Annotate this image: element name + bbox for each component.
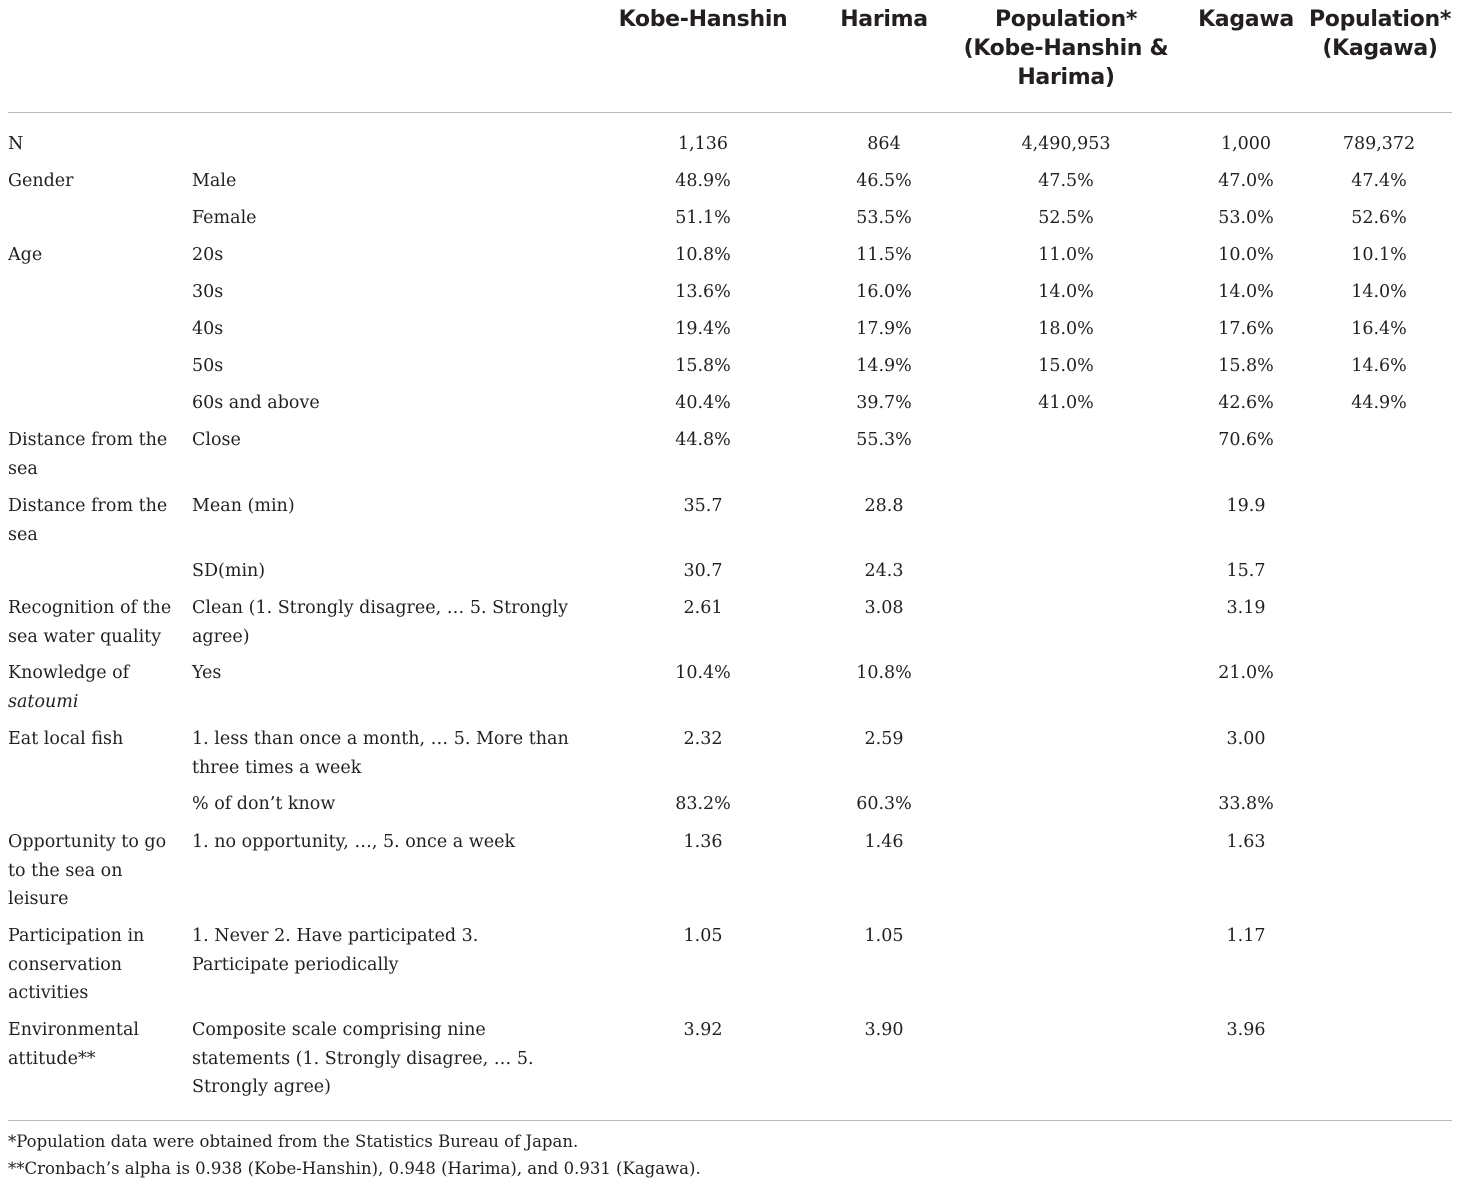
cell-kobe-hanshin: 44.8% bbox=[675, 430, 731, 450]
row-sublabel: 50s bbox=[192, 356, 224, 376]
header-kagawa: Kagawa bbox=[1198, 7, 1294, 32]
row-sublabel: 40s bbox=[192, 319, 224, 339]
row-sublabel: 1. Never 2. Have participated 3. Participate periodically bbox=[192, 926, 479, 975]
cell-kagawa: 53.0% bbox=[1218, 208, 1274, 228]
cell-population-kagawa: 14.0% bbox=[1351, 282, 1407, 302]
row-label: Participation in conservation activities bbox=[8, 926, 145, 1003]
row-label: Opportunity to go to the sea on leisure bbox=[8, 832, 167, 909]
cell-harima: 39.7% bbox=[856, 393, 912, 413]
cell-harima: 53.5% bbox=[856, 208, 912, 228]
row-label: N bbox=[8, 134, 24, 154]
cell-harima: 17.9% bbox=[856, 319, 912, 339]
cell-kagawa: 19.9 bbox=[1226, 496, 1266, 516]
cell-kagawa: 70.6% bbox=[1218, 430, 1274, 450]
cell-kagawa: 42.6% bbox=[1218, 393, 1274, 413]
cell-harima: 3.90 bbox=[864, 1020, 904, 1040]
cell-population-kagawa: 789,372 bbox=[1342, 134, 1416, 154]
cell-population-kagawa: 44.9% bbox=[1351, 393, 1407, 413]
cell-kobe-hanshin: 40.4% bbox=[675, 393, 731, 413]
cell-kobe-hanshin: 48.9% bbox=[675, 171, 731, 191]
cell-kobe-hanshin: 30.7 bbox=[683, 561, 723, 581]
cell-population-kobe-harima: 14.0% bbox=[1038, 282, 1094, 302]
row-sublabel: % of don’t know bbox=[192, 794, 336, 814]
cell-population-kobe-harima: 52.5% bbox=[1038, 208, 1094, 228]
cell-harima: 3.08 bbox=[864, 598, 904, 618]
header-population-kobe-harima: Population* (Kobe-Hanshin & Harima) bbox=[963, 7, 1169, 90]
cell-kobe-hanshin: 51.1% bbox=[675, 208, 731, 228]
cell-kobe-hanshin: 35.7 bbox=[683, 496, 723, 516]
cell-kobe-hanshin: 10.4% bbox=[675, 663, 731, 683]
row-sublabel: Composite scale comprising nine statements (1. Strongly disagree, … 5. Strongly agree) bbox=[192, 1020, 534, 1097]
row-label-italic: satoumi bbox=[8, 691, 79, 712]
cell-population-kagawa: 14.6% bbox=[1351, 356, 1407, 376]
cell-kobe-hanshin: 1,136 bbox=[677, 134, 729, 154]
row-sublabel: Close bbox=[192, 430, 241, 450]
row-label: Environmental attitude** bbox=[8, 1020, 139, 1069]
row-sublabel: Female bbox=[192, 208, 257, 228]
row-sublabel: Male bbox=[192, 171, 237, 191]
cell-kagawa: 1.17 bbox=[1226, 926, 1266, 946]
cell-harima: 46.5% bbox=[856, 171, 912, 191]
footnote-cronbach: **Cronbach’s alpha is 0.938 (Kobe-Hanshin), 0.948 (Harima), and 0.931 (Kagawa). bbox=[8, 1159, 701, 1178]
row-sublabel: 1. less than once a month, … 5. More than three times a week bbox=[192, 729, 569, 778]
cell-population-kobe-harima: 4,490,953 bbox=[1021, 134, 1111, 154]
footer-divider bbox=[8, 1120, 1452, 1121]
cell-harima: 11.5% bbox=[856, 245, 912, 265]
cell-kagawa: 33.8% bbox=[1218, 794, 1274, 814]
row-sublabel: 1. no opportunity, …, 5. once a week bbox=[192, 832, 516, 852]
row-label: Age bbox=[8, 245, 43, 265]
cell-kobe-hanshin: 15.8% bbox=[675, 356, 731, 376]
cell-population-kagawa: 52.6% bbox=[1351, 208, 1407, 228]
cell-kagawa: 1.63 bbox=[1226, 832, 1266, 852]
cell-harima: 14.9% bbox=[856, 356, 912, 376]
row-label: Eat local fish bbox=[8, 729, 124, 749]
header-kobe-hanshin: Kobe-Hanshin bbox=[618, 7, 788, 32]
cell-kagawa: 10.0% bbox=[1218, 245, 1274, 265]
cell-kagawa: 3.19 bbox=[1226, 598, 1266, 618]
cell-population-kobe-harima: 15.0% bbox=[1038, 356, 1094, 376]
cell-kagawa: 47.0% bbox=[1218, 171, 1274, 191]
cell-kagawa: 3.96 bbox=[1226, 1020, 1266, 1040]
cell-population-kobe-harima: 11.0% bbox=[1038, 245, 1094, 265]
row-sublabel: Clean (1. Strongly disagree, … 5. Strongly agree) bbox=[192, 598, 568, 647]
row-sublabel: SD(min) bbox=[192, 561, 266, 581]
cell-kobe-hanshin: 1.05 bbox=[683, 926, 723, 946]
row-sublabel: 30s bbox=[192, 282, 224, 302]
footnote-population: *Population data were obtained from the Statistics Bureau of Japan. bbox=[8, 1132, 579, 1151]
row-sublabel: 60s and above bbox=[192, 393, 320, 413]
cell-kagawa: 15.8% bbox=[1218, 356, 1274, 376]
cell-population-kagawa: 16.4% bbox=[1351, 319, 1407, 339]
cell-harima: 1.05 bbox=[864, 926, 904, 946]
cell-harima: 55.3% bbox=[856, 430, 912, 450]
cell-kagawa: 15.7 bbox=[1226, 561, 1266, 581]
cell-population-kagawa: 10.1% bbox=[1351, 245, 1407, 265]
row-label: Distance from the sea bbox=[8, 430, 168, 479]
header-population-kagawa: Population* (Kagawa) bbox=[1308, 7, 1452, 61]
cell-kobe-hanshin: 10.8% bbox=[675, 245, 731, 265]
cell-kagawa: 21.0% bbox=[1218, 663, 1274, 683]
cell-harima: 16.0% bbox=[856, 282, 912, 302]
row-label-text: Knowledge of bbox=[8, 663, 130, 683]
cell-harima: 2.59 bbox=[864, 729, 904, 749]
header-harima: Harima bbox=[840, 7, 928, 32]
row-sublabel: Yes bbox=[192, 663, 222, 683]
cell-kagawa: 1,000 bbox=[1220, 134, 1272, 154]
cell-kobe-hanshin: 2.61 bbox=[683, 598, 723, 618]
cell-population-kobe-harima: 18.0% bbox=[1038, 319, 1094, 339]
cell-kobe-hanshin: 19.4% bbox=[675, 319, 731, 339]
row-label bbox=[8, 659, 173, 716]
row-sublabel: Mean (min) bbox=[192, 496, 295, 516]
cell-kagawa: 17.6% bbox=[1218, 319, 1274, 339]
header-divider bbox=[8, 112, 1452, 113]
cell-harima: 24.3 bbox=[864, 561, 904, 581]
cell-kobe-hanshin: 1.36 bbox=[683, 832, 723, 852]
cell-harima: 28.8 bbox=[864, 496, 904, 516]
row-label: Recognition of the sea water quality bbox=[8, 598, 172, 647]
cell-kobe-hanshin: 83.2% bbox=[675, 794, 731, 814]
cell-harima: 10.8% bbox=[856, 663, 912, 683]
cell-kobe-hanshin: 2.32 bbox=[683, 729, 723, 749]
cell-harima: 1.46 bbox=[864, 832, 904, 852]
cell-kobe-hanshin: 13.6% bbox=[675, 282, 731, 302]
cell-harima: 864 bbox=[867, 134, 901, 154]
cell-population-kagawa: 47.4% bbox=[1351, 171, 1407, 191]
cell-kagawa: 3.00 bbox=[1226, 729, 1266, 749]
cell-kagawa: 14.0% bbox=[1218, 282, 1274, 302]
row-label: Distance from the sea bbox=[8, 496, 168, 545]
row-sublabel: 20s bbox=[192, 245, 224, 265]
cell-harima: 60.3% bbox=[856, 794, 912, 814]
cell-kobe-hanshin: 3.92 bbox=[683, 1020, 723, 1040]
row-label: Gender bbox=[8, 171, 74, 191]
cell-population-kobe-harima: 41.0% bbox=[1038, 393, 1094, 413]
cell-population-kobe-harima: 47.5% bbox=[1038, 171, 1094, 191]
